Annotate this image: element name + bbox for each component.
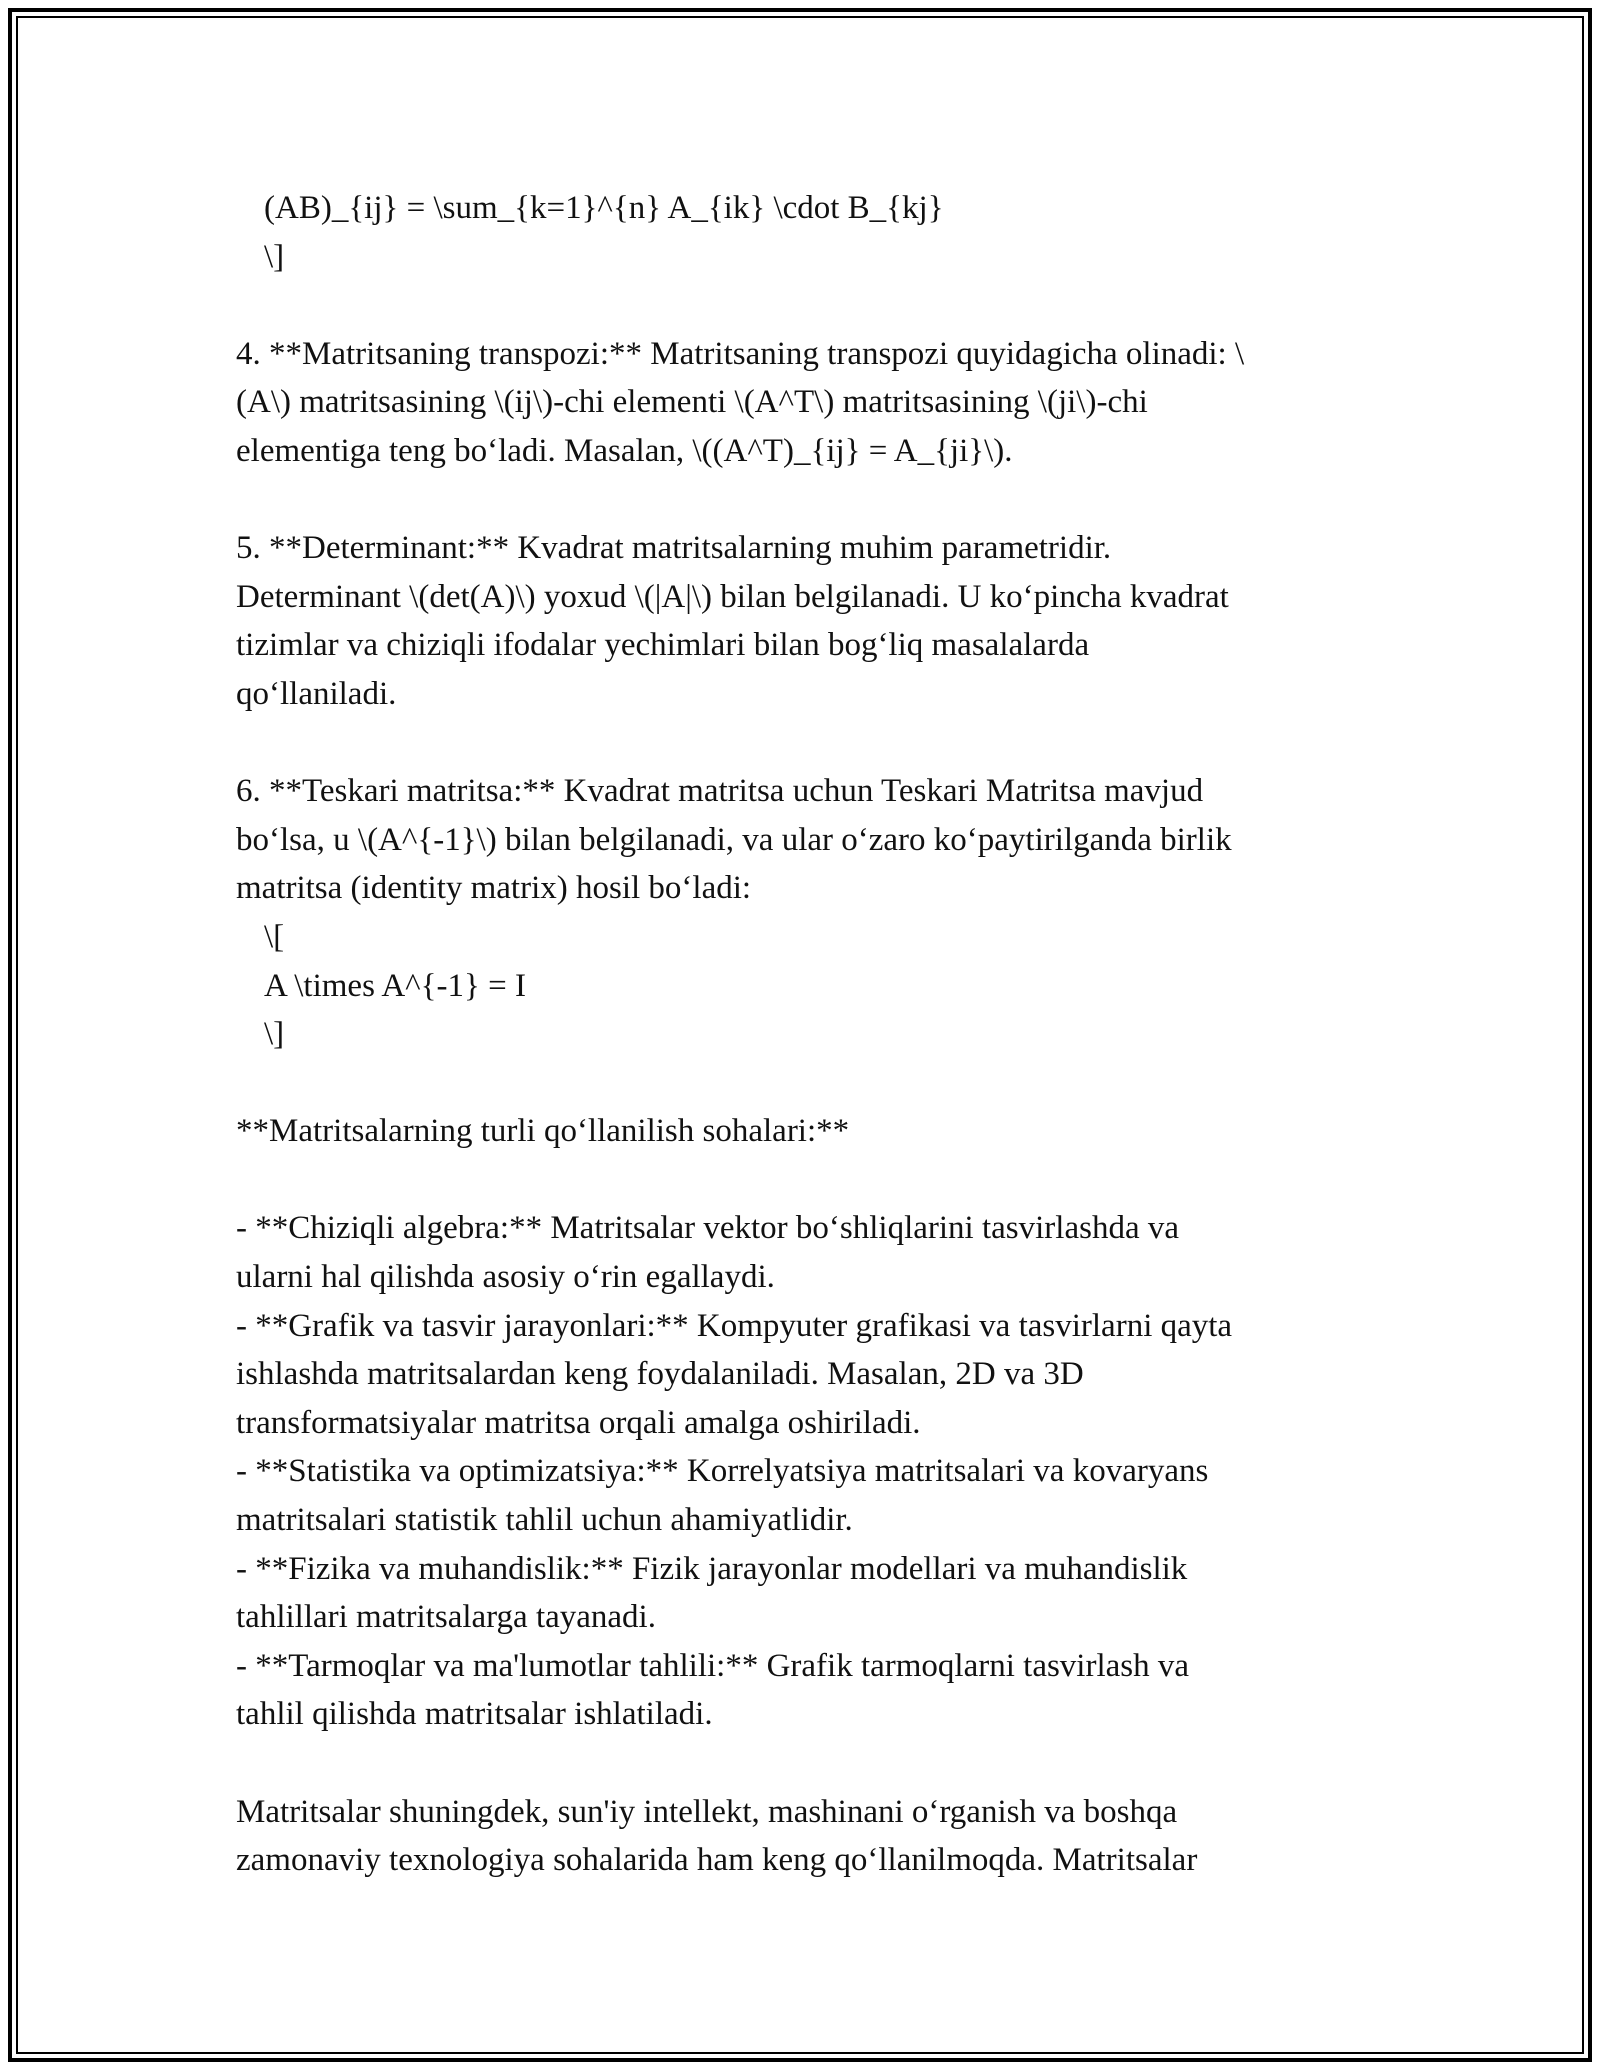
math-line: (AB)_{ij} = \sum_{k=1}^{n} A_{ik} \cdot B_{kj} bbox=[264, 190, 944, 226]
application-list bbox=[236, 1204, 1366, 1739]
paragraph-gap bbox=[236, 1059, 1366, 1108]
paragraph-closing bbox=[236, 1788, 1366, 1885]
list-line: ishlashda matritsalardan keng foydalaniladi. Masalan, 2D va 3D bbox=[236, 1356, 1084, 1393]
text-line: Determinant \(det(A)\) yoxud \(|A|\) bilan belgilanadi. U ko‘pincha kvadrat bbox=[236, 578, 1229, 615]
paragraph-inverse bbox=[236, 767, 1366, 913]
heading-line: **Matritsalarning turli qo‘llanilish sohalari:** bbox=[236, 1113, 850, 1150]
list-line: - **Statistika va optimizatsiya:** Korrelyatsiya matritsalari va kovaryans bbox=[236, 1453, 1209, 1490]
document-body bbox=[236, 184, 1366, 1885]
text-line: 4. **Matritsaning transpozi:** Matritsaning transpozi quyidagicha olinadi: \ bbox=[236, 335, 1245, 372]
paragraph-gap bbox=[236, 1739, 1366, 1788]
text-line: tizimlar va chiziqli ifodalar yechimlari bilan bog‘liq masalalarda bbox=[236, 627, 1090, 664]
text-line: matritsa (identity matrix) hosil bo‘ladi: bbox=[236, 870, 752, 907]
paragraph-gap bbox=[236, 1156, 1366, 1205]
text-line: zamonaviy texnologiya sohalarida ham keng qo‘llanilmoqda. Matritsalar bbox=[236, 1842, 1198, 1879]
math-line: \] bbox=[264, 238, 285, 275]
list-line: - **Grafik va tasvir jarayonlari:** Kompyuter grafikasi va tasvirlarni qayta bbox=[236, 1307, 1233, 1344]
list-line: tahlillari matritsalarga tayanadi. bbox=[236, 1599, 656, 1636]
text-line: Matritsalar shuningdek, sun'iy intellekt, mashinani o‘rganish va boshqa bbox=[236, 1793, 1178, 1830]
list-line: - **Fizika va muhandislik:** Fizik jarayonlar modellari va muhandislik bbox=[236, 1550, 1188, 1587]
text-line: elementiga teng bo‘ladi. Masalan, \((A^T)_{ij} = A_{ji}\). bbox=[236, 432, 1013, 469]
math-line: \[ bbox=[264, 918, 285, 955]
math-line: \] bbox=[264, 1016, 285, 1053]
list-line: - **Tarmoqlar va ma'lumotlar tahlili:** Grafik tarmoqlarni tasvirlash va bbox=[236, 1647, 1190, 1684]
math-block-product bbox=[236, 184, 1366, 281]
text-line: 6. **Teskari matritsa:** Kvadrat matritsa uchun Teskari Matritsa mavjud bbox=[236, 773, 1204, 810]
list-line: transformatsiyalar matritsa orqali amalga oshiriladi. bbox=[236, 1404, 921, 1441]
text-line: (A\) matritsasining \(ij\)-chi elementi \(A^T\) matritsasining \(ji\)-chi bbox=[236, 384, 1148, 421]
list-line: tahlil qilishda matritsalar ishlatiladi. bbox=[236, 1696, 713, 1733]
list-line: - **Chiziqli algebra:** Matritsalar vektor bo‘shliqlarini tasvirlashda va bbox=[236, 1210, 1179, 1247]
paragraph-gap bbox=[236, 281, 1366, 330]
section-heading bbox=[236, 1107, 1366, 1156]
math-block-inverse bbox=[236, 913, 1366, 1059]
list-line: ularni hal qilishda asosiy o‘rin egallaydi. bbox=[236, 1259, 775, 1296]
math-line: A \times A^{-1} = I bbox=[264, 967, 526, 1004]
paragraph-gap bbox=[236, 719, 1366, 768]
paragraph-transpose bbox=[236, 330, 1366, 476]
paragraph-gap bbox=[236, 476, 1366, 525]
text-line: qo‘llaniladi. bbox=[236, 675, 397, 712]
text-line: 5. **Determinant:** Kvadrat matritsalarning muhim parametridir. bbox=[236, 530, 1112, 567]
paragraph-determinant bbox=[236, 524, 1366, 718]
text-line: bo‘lsa, u \(A^{-1}\) bilan belgilanadi, va ular o‘zaro ko‘paytirilganda birlik bbox=[236, 821, 1232, 858]
list-line: matritsalari statistik tahlil uchun ahamiyatlidir. bbox=[236, 1502, 853, 1539]
